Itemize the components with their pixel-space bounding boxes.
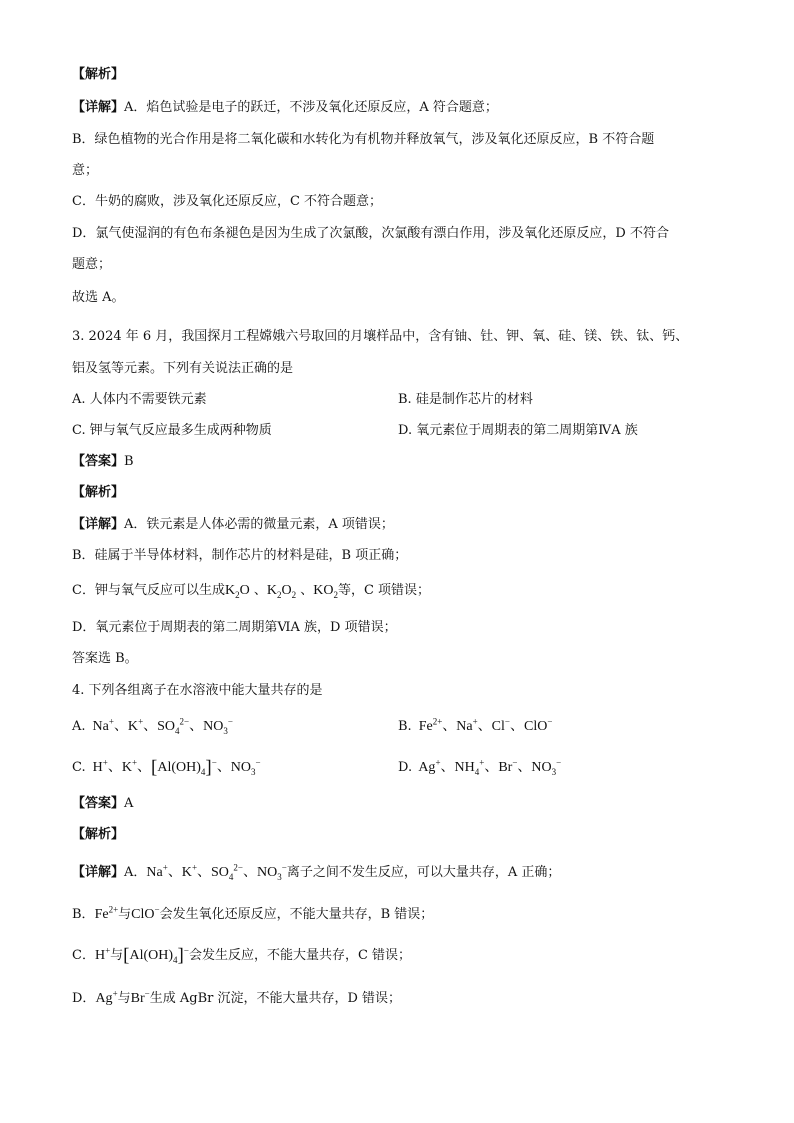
q3-detail-c: C．钾与氧气反应可以生成$K_2O$ 、$K_2O_2$ 、$KO_2$等，C 项错误； (72, 583, 431, 600)
q3-option-b: B. 硅是制作芯片的材料 (398, 392, 533, 407)
q2-detail-a: 【详解】A．焰色试验是电子的跃迁，不涉及氧化还原反应，A 符合题意； (72, 100, 498, 115)
q4-detail-d: D．Ag+与Br−生成 AgBr 沉淀，不能大量共存，D 错误； (72, 988, 402, 1006)
q3-conclusion: 答案选 B。 (72, 651, 138, 666)
q3-detail-b: B．硅属于半导体材料，制作芯片的材料是硅，B 项正确； (72, 548, 408, 563)
q3-analysis-heading: 【解析】 (72, 485, 125, 500)
q4-option-a: A. Na+、K+、$SO_4^{2-}$、$NO_3^-$ (72, 716, 233, 736)
ion-h: H+ (94, 945, 111, 963)
ion-fe2: $Fe^{2+}$ (94, 904, 119, 922)
q2-analysis-heading: 【解析】 (72, 67, 125, 82)
q4-detail-b: B．$Fe^{2+}$与ClO−会发生氧化还原反应，不能大量共存，B 错误； (72, 904, 434, 922)
q4-answer: 【答案】A (72, 796, 134, 811)
q4-analysis-heading: 【解析】 (72, 827, 125, 842)
ion-clo: ClO− (131, 904, 160, 922)
ions-c: H+、K+、$[Al(OH)_4]^-$、$NO_3^-$ (85, 757, 261, 778)
formula-ko2: $KO_2$ (313, 583, 338, 600)
q3-option-c: C. 钾与氧气反应最多生成两种物质 (72, 423, 272, 438)
q3-option-d: D. 氧元素位于周期表的第二周期第ⅣA 族 (398, 423, 638, 438)
q3-answer: 【答案】B (72, 454, 134, 469)
q4-detail-a: 【详解】A．Na+、K+、$SO_4^{2-}$、$NO_3^-$离子之间不发生反应，可以大量共存，A 正确； (72, 862, 561, 882)
q4-detail-c: C．H+与$[Al(OH)_4]^-$会发生反应，不能大量共存，C 错误； (72, 945, 412, 966)
q4-option-c: C. H+、K+、$[Al(OH)_4]^-$、$NO_3^-$ (72, 757, 261, 778)
q3-option-a: A. 人体内不需要铁元素 (72, 392, 207, 407)
ions-explain-a: Na+、K+、$SO_4^{2-}$、$NO_3^-$ (146, 862, 287, 882)
q2-detail-b-line2: 意； (72, 163, 99, 178)
q2-detail-b-line1: B．绿色植物的光合作用是将二氧化碳和水转化为有机物并释放氧气，涉及氧化还原反应，B 不符合题 (72, 132, 655, 147)
q4-option-b: B. $Fe^{2+}$、Na+、Cl−、ClO− (398, 716, 553, 734)
q3-stem-line2: 铝及氢等元素。下列有关说法正确的是 (72, 361, 294, 376)
q2-detail-d-line2: 题意； (72, 257, 112, 272)
formula-k2o2: $K_2O_2$ (266, 583, 297, 600)
q2-detail-c: C．牛奶的腐败，涉及氧化还原反应，C 不符合题意； (72, 194, 383, 209)
q2-detail-d-line1: D．氯气使湿润的有色布条褪色是因为生成了次氯酸，次氯酸有漂白作用，涉及氧化还原反应，D 不符合 (72, 226, 669, 241)
q4-option-d: D. Ag+、$NH_4^+$、Br−、$NO_3^-$ (398, 757, 562, 777)
ion-ag: Ag+ (95, 988, 118, 1006)
q3-detail-d: D．氧元素位于周期表的第二周期第ⅥA 族，D 项错误； (72, 620, 397, 635)
ions-d: Ag+、$NH_4^+$、Br−、$NO_3^-$ (412, 757, 562, 777)
formula-k2o: $K_2O$ (224, 583, 250, 600)
ion-aloh4: $[Al(OH)_4]^-$ (123, 945, 189, 966)
ions-a: Na+、K+、$SO_4^{2-}$、$NO_3^-$ (85, 716, 233, 736)
q3-detail-a: 【详解】A．铁元素是人体必需的微量元素，A 项错误； (72, 517, 394, 532)
q3-stem-line1: 3. 2024 年 6 月，我国探月工程嫦娥六号取回的月壤样品中，含有铀、钍、钾、氧、硅、镁、铁、钛、钙、 (72, 329, 689, 344)
ions-b: $Fe^{2+}$、Na+、Cl−、ClO− (411, 716, 553, 734)
q2-conclusion: 故选 A。 (72, 290, 125, 305)
q4-stem: 4. 下列各组离子在水溶液中能大量共存的是 (72, 683, 323, 698)
ion-br: Br− (130, 988, 150, 1006)
